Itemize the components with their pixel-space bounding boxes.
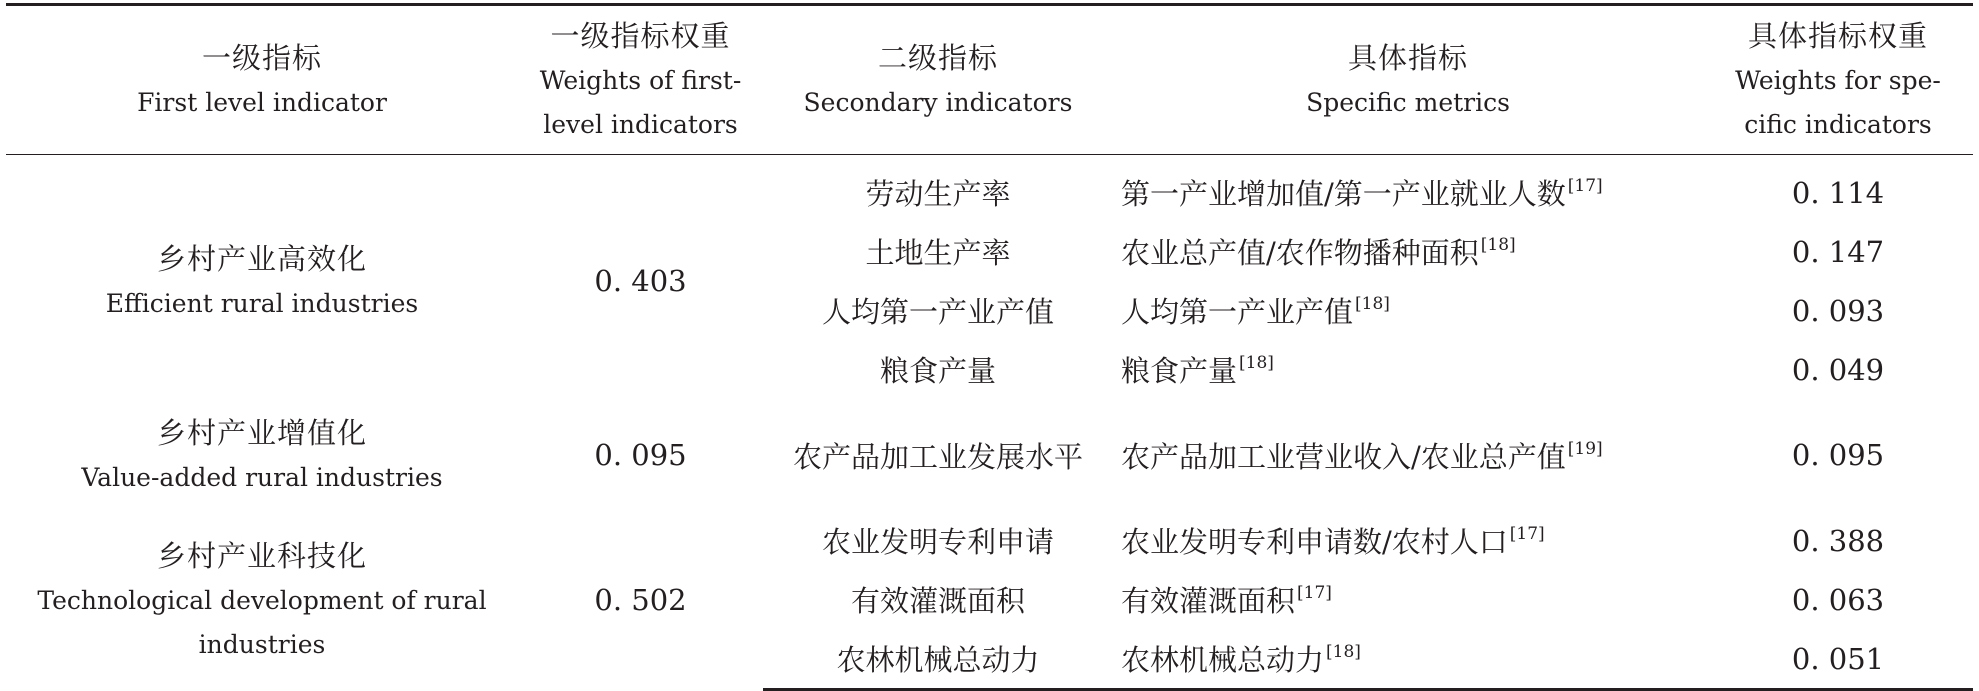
secondary-indicator: 农林机械总动力 [763, 629, 1113, 690]
table-row [6, 511, 1973, 570]
group-name-en: Efficient rural industries [105, 289, 419, 318]
indicator-weights-table [6, 3, 1973, 691]
specific-metric [1113, 155, 1703, 223]
group-value-added-cell [6, 399, 518, 511]
reference-mark: [18] [1480, 235, 1516, 255]
specific-metric [1113, 511, 1703, 570]
group-weight: 0. 095 [594, 438, 687, 472]
header-first-level-indicator [6, 5, 518, 155]
specific-metric [1113, 570, 1703, 629]
specific-weight: 0. 147 [1791, 234, 1885, 269]
header-specific-weight [1703, 5, 1973, 155]
metric-text: 粮食产量 [1121, 354, 1238, 388]
reference-mark: [18] [1326, 642, 1361, 662]
reference-mark: [19] [1567, 438, 1603, 459]
reference-mark: [17] [1567, 176, 1603, 196]
group-name-en: Value-added rural industries [81, 463, 443, 492]
secondary-indicator: 有效灌溉面积 [850, 584, 1025, 618]
group-name-zh: 乡村产业高效化 [156, 242, 367, 276]
header-en-label: Secondary indicators [803, 88, 1073, 117]
header-row [6, 5, 1973, 155]
metric-text: 农产品加工业营业收入/农业总产值 [1121, 439, 1566, 474]
specific-weight: 0. 114 [1791, 175, 1885, 210]
reference-mark: [17] [1509, 524, 1545, 544]
group-name-zh: 乡村产业科技化 [156, 539, 367, 574]
group-technological-cell [6, 511, 518, 690]
group-weight: 0. 502 [594, 583, 687, 618]
header-secondary-indicators [763, 5, 1113, 155]
secondary-indicator: 农产品加工业发展水平 [792, 439, 1083, 474]
group-name-zh: 乡村产业增值化 [156, 416, 367, 450]
metric-text: 农业发明专利申请数/农村人口 [1121, 525, 1508, 559]
specific-metric [1113, 629, 1703, 690]
header-en-label: Weights for spe- [1735, 66, 1941, 95]
secondary-indicator: 劳动生产率 [865, 177, 1011, 211]
reference-mark: [17] [1297, 583, 1332, 603]
group-weight: 0. 403 [594, 264, 687, 298]
header-en-label: cific indicators [1744, 110, 1932, 139]
header-en-label: level indicators [543, 110, 738, 139]
header-zh-label: 具体指标 [1347, 41, 1468, 75]
header-en-label: Weights of first- [539, 66, 742, 95]
specific-weight: 0. 049 [1791, 352, 1885, 387]
reference-mark: [18] [1239, 353, 1274, 373]
header-zh-label: 一级指标 [201, 41, 322, 75]
secondary-indicator: 人均第一产业产值 [821, 295, 1054, 329]
specific-metric [1113, 340, 1703, 399]
table-row [6, 399, 1973, 511]
specific-weight: 0. 093 [1791, 293, 1885, 328]
metric-text: 人均第一产业产值 [1121, 295, 1354, 329]
metric-text: 农林机械总动力 [1121, 643, 1325, 677]
header-zh-label: 具体指标权重 [1747, 19, 1928, 53]
header-en-label: First level indicator [137, 88, 387, 117]
metric-text: 有效灌溉面积 [1121, 584, 1296, 618]
header-zh-label: 二级指标 [877, 41, 998, 75]
header-first-level-weight [518, 5, 763, 155]
group-name-en: industries [198, 630, 326, 660]
group-name-en: Technological development of rural [37, 586, 487, 616]
header-en-label: Specific metrics [1306, 88, 1510, 117]
reference-mark: [18] [1355, 294, 1390, 314]
secondary-indicator: 粮食产量 [879, 354, 996, 388]
specific-weight: 0. 063 [1791, 582, 1885, 617]
header-zh-label: 一级指标权重 [550, 19, 731, 53]
header-specific-metrics [1113, 5, 1703, 155]
specific-metric [1113, 399, 1703, 511]
metric-text: 农业总产值/农作物播种面积 [1121, 236, 1479, 270]
table-row [6, 155, 1973, 223]
metric-text: 第一产业增加值/第一产业就业人数 [1121, 177, 1566, 211]
specific-metric [1113, 222, 1703, 281]
specific-weight: 0. 051 [1703, 629, 1973, 690]
group-efficient-cell [6, 155, 518, 400]
secondary-indicator: 农业发明专利申请 [821, 525, 1054, 559]
specific-metric [1113, 281, 1703, 340]
specific-weight: 0. 095 [1791, 438, 1885, 472]
secondary-indicator: 土地生产率 [865, 236, 1011, 270]
specific-weight: 0. 388 [1791, 523, 1885, 558]
